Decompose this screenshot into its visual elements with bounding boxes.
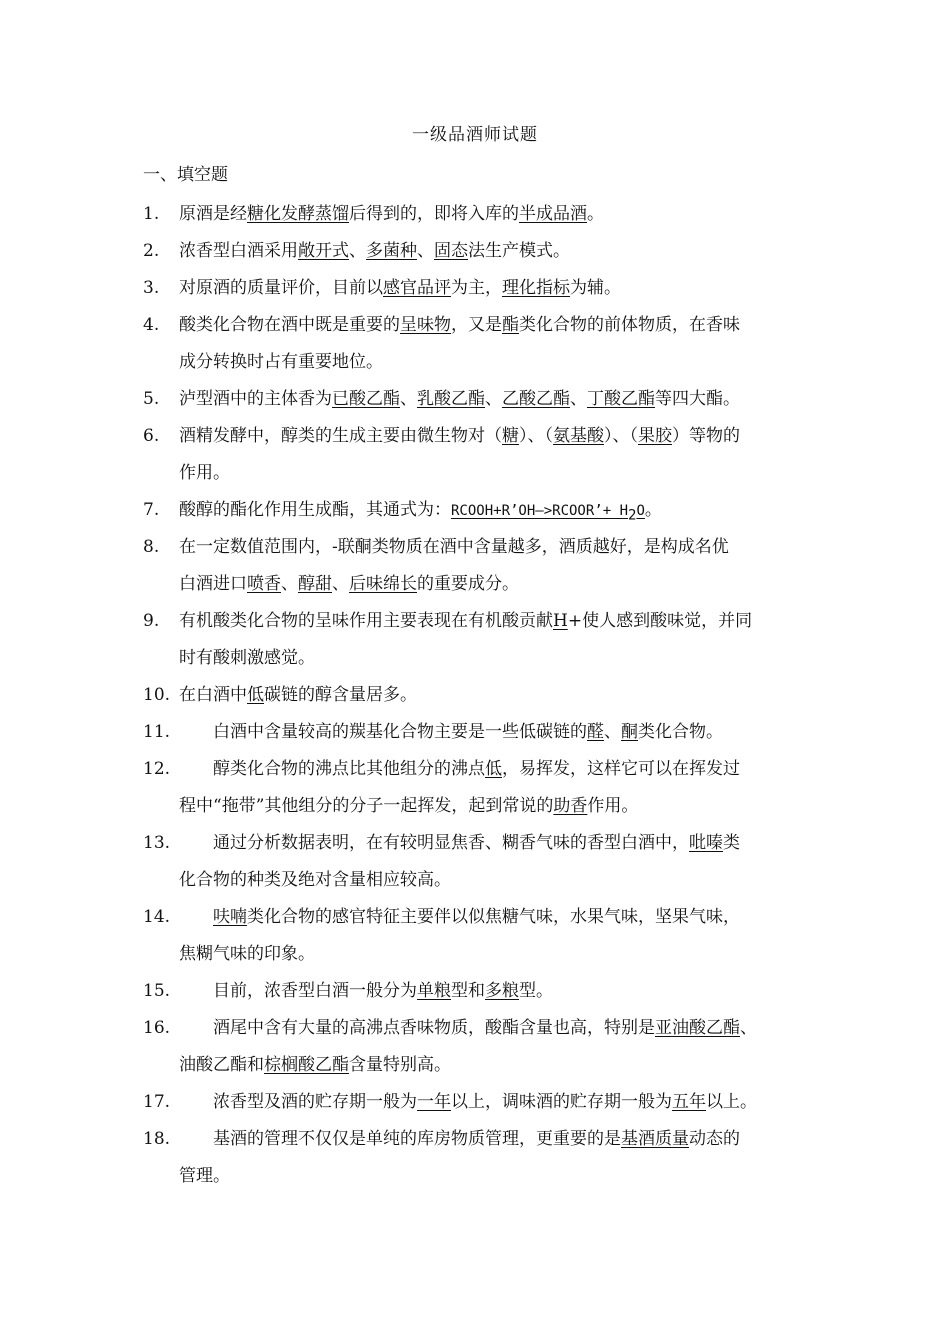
question-text: 、 (332, 574, 349, 594)
question-text: 后得到的，即将入库的 (349, 204, 519, 224)
question-text: 泸型酒中的主体香为 (179, 389, 332, 409)
question-item (143, 1010, 815, 1084)
question-number: 1. (143, 204, 160, 224)
question-text: 为主， (451, 278, 502, 298)
question-text: 型。 (519, 981, 553, 1001)
question-text: 酒精发酵中，醇类的生成主要由微生物对（ (179, 426, 502, 446)
question-item (143, 1084, 815, 1121)
question-text: 、 (417, 241, 434, 261)
question-text: 程中“拖带”其他组分的分子一起挥发，起到常说的 (179, 796, 554, 816)
question-text: 作用。 (587, 796, 639, 816)
question-text: 、 (570, 389, 587, 409)
answer-blank: 助香 (553, 796, 588, 816)
question-line (143, 751, 815, 788)
question-text: 原酒是经 (179, 204, 247, 224)
question-text: RCOOH+R’OH—>RCOOR’+ H (451, 503, 629, 519)
answer-blank: 氨基酸 (553, 426, 604, 446)
question-text: 油酸乙酯和 (179, 1055, 264, 1075)
question-text: 通过分析数据表明，在有较明显焦香、糊香气味的香型白酒中， (213, 833, 689, 853)
answer-blank: H (553, 611, 568, 631)
question-text: 白酒中含量较高的羰基化合物主要是一些低碳链的 (213, 722, 587, 742)
answer-blank: 多菌种 (366, 241, 417, 261)
question-line (143, 603, 815, 640)
question-text: 酸类化合物在酒中既是重要的 (179, 315, 400, 335)
answer-blank: 半成品酒 (519, 204, 587, 224)
question-text: 型和 (451, 981, 485, 1001)
answer-blank: 感官品评 (383, 278, 451, 298)
answer-blank: 固态 (434, 241, 468, 261)
question-number: 13. (143, 833, 171, 853)
question-text: 目前，浓香型白酒一般分为 (213, 981, 417, 1001)
question-text: 。 (587, 204, 604, 224)
question-text: 基酒的管理不仅仅是单纯的库房物质管理，更重要的是 (213, 1129, 621, 1149)
question-item (143, 825, 815, 899)
answer-blank: 亚油酸乙酯 (655, 1018, 740, 1038)
answer-blank: 低 (485, 759, 502, 779)
answer-blank: 吡嗪 (689, 833, 723, 853)
question-line (143, 307, 815, 344)
answer-blank: 后味绵长 (349, 574, 417, 594)
question-number: 17. (143, 1092, 171, 1112)
answer-blank: 醛 (587, 722, 604, 742)
question-line (143, 529, 815, 566)
question-text: 为辅。 (570, 278, 621, 298)
answer-blank: 糖 (502, 426, 519, 446)
question-text: 、 (349, 241, 366, 261)
question-text: 浓香型及酒的贮存期一般为 (213, 1092, 417, 1112)
question-text: 类 (723, 833, 740, 853)
question-text: 法生产模式。 (468, 241, 570, 261)
answer-blank: 基酒质量 (621, 1129, 689, 1149)
question-text: 对原酒的质量评价，目前以 (179, 278, 383, 298)
answer-blank: 糖化发酵蒸馏 (247, 204, 349, 224)
question-item (143, 233, 815, 270)
section-heading: 一、填空题 (143, 165, 228, 185)
question-item (143, 714, 815, 751)
question-text: 醇类化合物的沸点比其他组分的沸点 (213, 759, 485, 779)
answer-blank: 乙酸乙酯 (502, 389, 570, 409)
answer-blank: 酮 (621, 722, 638, 742)
question-text: 2 (628, 507, 637, 524)
answer-blank: 单粮 (417, 981, 451, 1001)
answer-blank: 已酸乙酯 (332, 389, 400, 409)
question-text: 的重要成分。 (417, 574, 519, 594)
question-item (143, 899, 815, 973)
question-number: 9. (143, 611, 160, 631)
answer-blank: 呋喃 (213, 907, 247, 927)
question-text: 、 (485, 389, 502, 409)
question-number: 5. (143, 389, 160, 409)
question-number: 14. (143, 907, 171, 927)
question-text: 以上，调味酒的贮存期一般为 (451, 1092, 672, 1112)
question-text: 白酒进口 (179, 574, 247, 594)
question-number: 8. (143, 537, 160, 557)
question-number: 12. (143, 759, 171, 779)
question-text: 浓香型白酒采用 (179, 241, 298, 261)
question-text: ，易挥发，这样它可以在挥发过 (502, 759, 740, 779)
question-text: 酸醇的酯化作用生成酯，其通式为： (179, 500, 451, 520)
answer-blank: 敞开式 (298, 241, 349, 261)
question-text: 酒尾中含有大量的高沸点香味物质，酸酯含量也高，特别是 (213, 1018, 655, 1038)
question-number: 18. (143, 1129, 171, 1149)
question-line (143, 825, 815, 862)
question-text: 等四大酯。 (655, 389, 740, 409)
question-continuation (143, 566, 815, 603)
question-line (143, 1121, 815, 1158)
question-text: 碳链的醇含量居多。 (264, 685, 417, 705)
answer-blank: 乳酸乙酯 (417, 389, 485, 409)
question-item (143, 529, 815, 603)
question-text: 在一定数值范围内，-联酮类物质在酒中含量越多，酒质越好，是构成名优 (179, 537, 729, 557)
question-text: 使人感到酸味觉，并同 (582, 611, 753, 631)
answer-blank: 低 (247, 685, 264, 705)
question-continuation: 时有酸刺激感觉。 (179, 648, 315, 668)
question-text: + (567, 611, 583, 631)
answer-blank: 理化指标 (502, 278, 570, 298)
question-text: ）、（ (519, 426, 553, 446)
question-text: 。 (644, 500, 662, 520)
question-text: ，又是 (451, 315, 502, 335)
question-item (143, 270, 815, 307)
question-item (143, 418, 815, 492)
question-line (143, 1010, 815, 1047)
question-continuation (143, 1047, 815, 1084)
question-line (143, 270, 815, 307)
question-line (143, 381, 815, 418)
question-item (143, 381, 815, 418)
question-line (143, 899, 815, 936)
answer-blank: 一年 (417, 1092, 451, 1112)
question-number: 10. (143, 685, 171, 705)
answer-blank: 酯 (502, 315, 519, 335)
question-text: ）等物的 (672, 426, 740, 446)
answer-blank: 喷香 (247, 574, 281, 594)
question-continuation: 成分转换时占有重要地位。 (179, 352, 383, 372)
question-continuation: 焦糊气味的印象。 (179, 944, 315, 964)
question-continuation (143, 788, 815, 825)
question-item (143, 603, 815, 677)
question-line (143, 1084, 815, 1121)
answer-blank: 丁酸乙酯 (587, 389, 655, 409)
question-number: 7. (143, 500, 160, 520)
question-text: 、 (604, 722, 621, 742)
question-number: 11. (143, 722, 171, 742)
answer-blank: 五年 (672, 1092, 706, 1112)
answer-blank: 呈味物 (400, 315, 451, 335)
answer-blank: 醇甜 (298, 574, 332, 594)
question-number: 15. (143, 981, 171, 1001)
question-text: 、 (740, 1018, 757, 1038)
question-item (143, 196, 815, 233)
question-number: 3. (143, 278, 160, 298)
question-line (143, 677, 815, 714)
question-text: 有机酸类化合物的呈味作用主要表现在有机酸贡献 (179, 611, 553, 631)
question-text: 在白酒中 (179, 685, 247, 705)
question-line (143, 973, 815, 1010)
question-text: 以上。 (706, 1092, 757, 1112)
question-text: 、 (400, 389, 417, 409)
question-line (143, 233, 815, 270)
question-text: ）、（ (604, 426, 638, 446)
question-text: 、 (281, 574, 298, 594)
answer-blank: 棕榈酸乙酯 (264, 1055, 349, 1075)
page-title: 一级品酒师试题 (412, 125, 538, 145)
question-number: 16. (143, 1018, 171, 1038)
question-text: 类化合物。 (638, 722, 723, 742)
question-text: 含量特别高。 (349, 1055, 451, 1075)
question-item (143, 973, 815, 1010)
question-continuation: 化合物的种类及绝对含量相应较高。 (179, 870, 451, 890)
question-item (143, 677, 815, 714)
question-item (143, 1121, 815, 1195)
answer-blank: 多粮 (485, 981, 519, 1001)
question-continuation: 管理。 (179, 1166, 230, 1186)
question-line (143, 418, 815, 455)
question-line (143, 714, 815, 751)
question-text: 类化合物的感官特征主要伴以似焦糖气味，水果气味，坚果气味， (247, 907, 740, 927)
question-line (143, 196, 815, 233)
question-item (143, 751, 815, 825)
question-text: O (636, 503, 645, 519)
question-continuation: 作用。 (179, 463, 230, 483)
answer-blank: 果胶 (638, 426, 672, 446)
question-number: 2. (143, 241, 160, 261)
question-item (143, 307, 815, 381)
question-text: 类化合物的前体物质，在香味 (519, 315, 740, 335)
question-text: 动态的 (689, 1129, 740, 1149)
question-number: 4. (143, 315, 160, 335)
question-number: 6. (143, 426, 160, 446)
